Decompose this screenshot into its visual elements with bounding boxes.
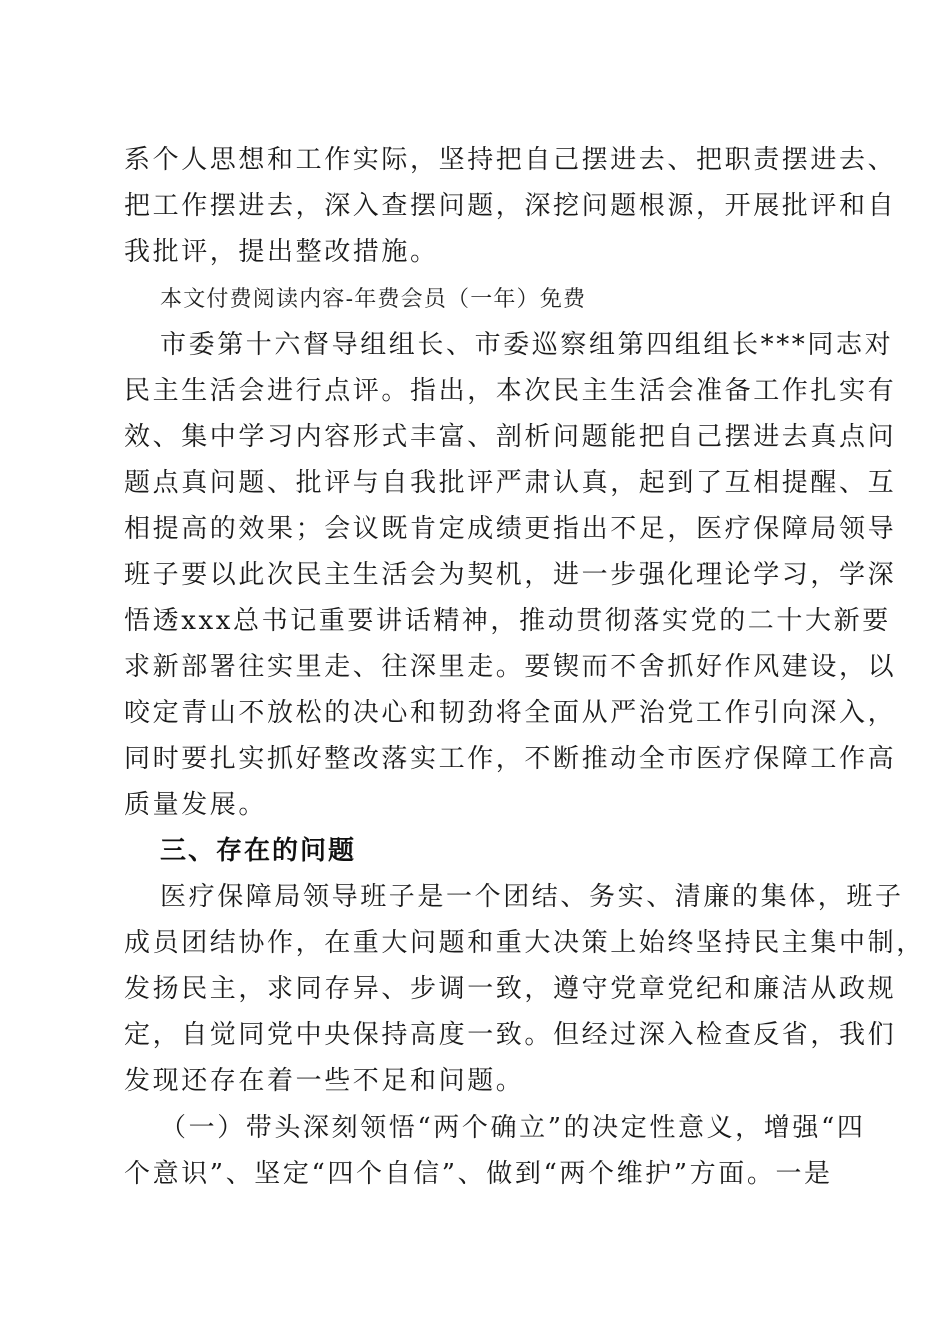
review-line-3: 效、集中学习内容形式丰富、剖析问题能把自己摆进去真点问 <box>124 422 897 452</box>
review-line-7: 悟透xxx总书记重要讲话精神，推动贯彻落实党的二十大新要 <box>124 606 891 636</box>
review-line-1: 市委第十六督导组组长、市委巡察组第四组组长***同志对 <box>160 330 894 360</box>
subsection-line-1: （一）带头深刻领悟“两个确立”的决定性意义，增强“四 <box>160 1113 866 1143</box>
review-line-2: 民主生活会进行点评。指出，本次民主生活会准备工作扎实有 <box>124 376 897 406</box>
problems-line-4: 定，自觉同党中央保持高度一致。但经过深入检查反省，我们 <box>124 1020 897 1050</box>
intro-line-1: 系个人思想和工作实际，坚持把自己摆进去、把职责摆进去、 <box>124 145 897 175</box>
subsection-line-2: 个意识”、坚定“四个自信”、做到“两个维护”方面。一是 <box>124 1159 833 1189</box>
review-line-11: 质量发展。 <box>124 790 268 820</box>
problems-line-3: 发扬民主，求同存异、步调一致，遵守党章党纪和廉洁从政规 <box>124 974 897 1004</box>
review-line-4: 题点真问题、批评与自我批评严肃认真，起到了互相提醒、互 <box>124 468 897 498</box>
review-line-6: 班子要以此次民主生活会为契机，进一步强化理论学习，学深 <box>124 560 897 590</box>
review-line-9: 咬定青山不放松的决心和韧劲将全面从严治党工作引向深入， <box>124 698 897 728</box>
section-heading: 三、存在的问题 <box>160 836 357 866</box>
paywall-notice: 本文付费阅读内容-年费会员（一年）免费 <box>160 287 587 312</box>
intro-line-2: 把工作摆进去，深入查摆问题，深挖问题根源，开展批评和自 <box>124 191 897 221</box>
intro-line-3: 我批评，提出整改措施。 <box>124 237 439 267</box>
review-line-5: 相提高的效果；会议既肯定成绩更指出不足，医疗保障局领导 <box>124 514 897 544</box>
problems-line-1: 医疗保障局领导班子是一个团结、务实、清廉的集体，班子 <box>160 882 904 912</box>
problems-line-5: 发现还存在着一些不足和问题。 <box>124 1066 525 1096</box>
review-line-8: 求新部署往实里走、往深里走。要锲而不舍抓好作风建设，以 <box>124 652 897 682</box>
review-line-10: 同时要扎实抓好整改落实工作，不断推动全市医疗保障工作高 <box>124 744 897 774</box>
problems-line-2: 成员团结协作，在重大问题和重大决策上始终坚持民主集中制， <box>124 928 925 958</box>
